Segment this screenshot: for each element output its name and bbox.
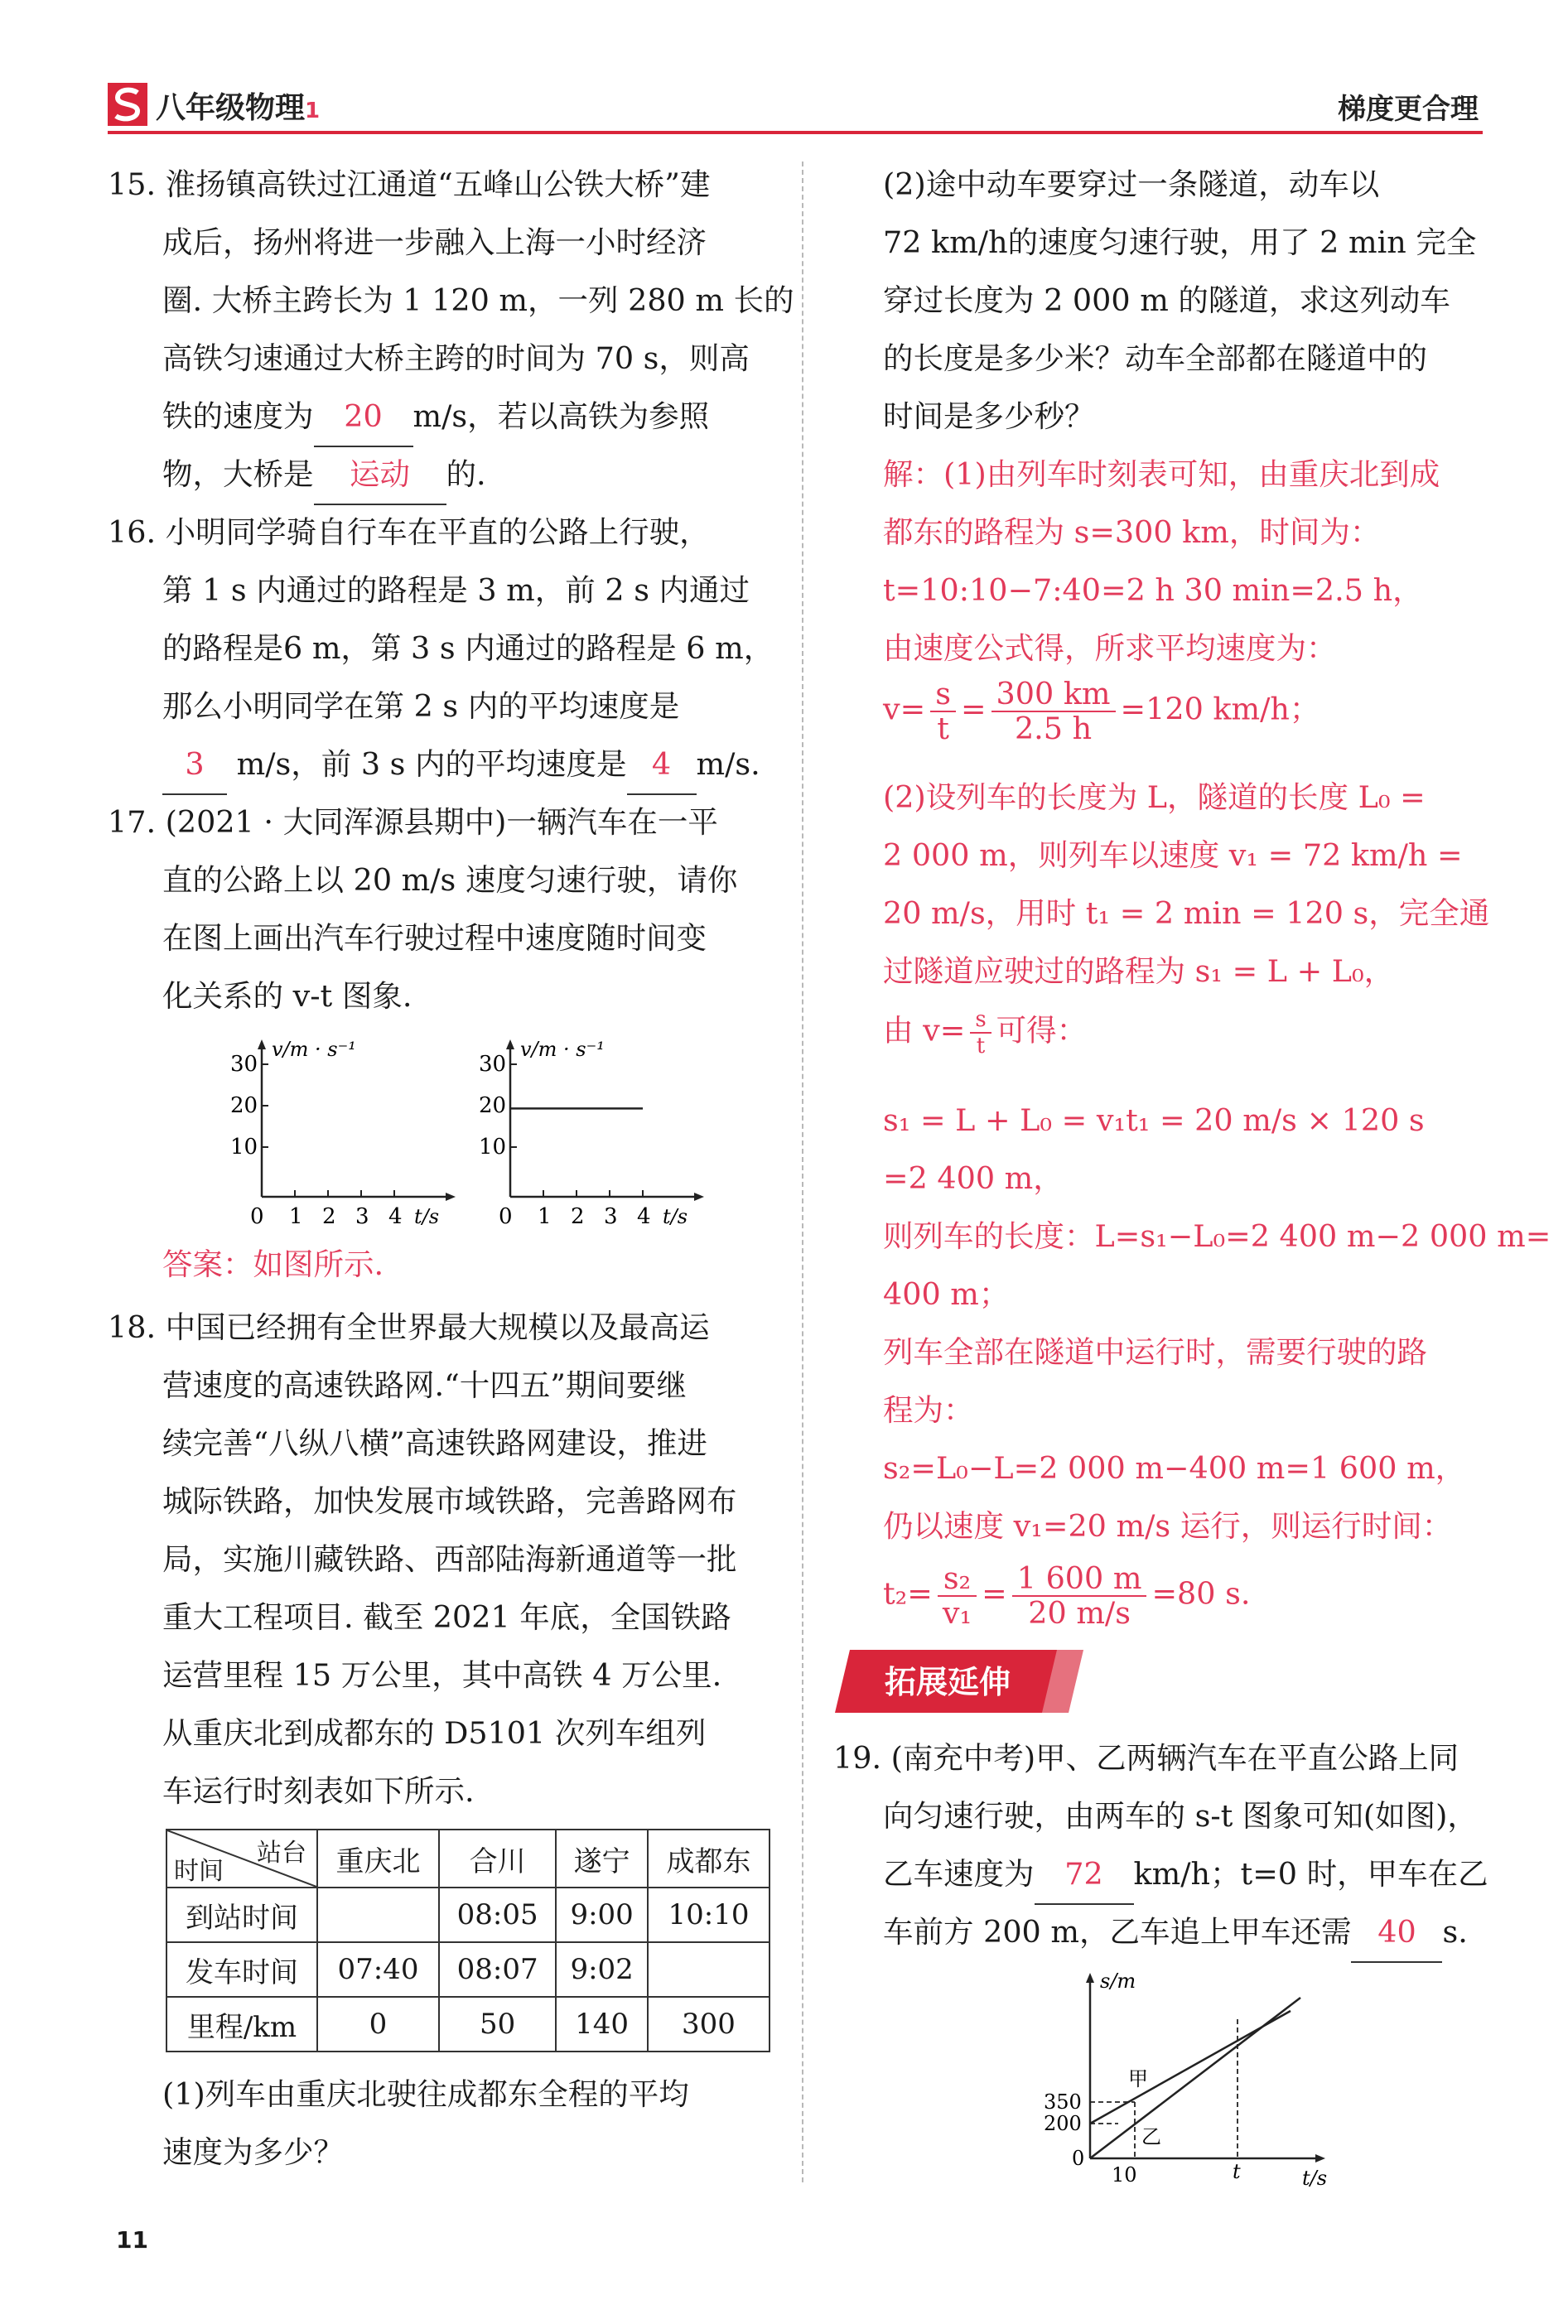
table-header-cell: 遂宁 (556, 1830, 648, 1888)
table-corner-cell: 站台 时间 (166, 1830, 317, 1888)
train-timetable (166, 1829, 770, 2052)
table-row (166, 1942, 770, 1997)
x-axis-arrow-icon (446, 1193, 456, 1201)
q17-answer: 答案：如图所示. (162, 1246, 384, 1282)
table-header-row (166, 1830, 770, 1888)
answer-blank: 40 (1351, 1903, 1442, 1963)
tick-label: 2 (322, 1204, 336, 1229)
tick-label: 20 (479, 1093, 507, 1118)
y-label: v/m · s⁻¹ (520, 1038, 605, 1061)
header-rule (108, 131, 1483, 134)
x-axis-arrow-icon (1315, 2154, 1325, 2162)
publisher-logo-icon (108, 83, 147, 126)
y-axis-arrow-icon (506, 1039, 514, 1049)
tick-label: 350 (1044, 2090, 1082, 2114)
table-cell: 50 (439, 1997, 556, 2052)
tick-label: 0 (499, 1204, 513, 1229)
book-title: 八年级物理1 (156, 91, 321, 125)
table-row-label: 里程/km (166, 1997, 317, 2052)
tick-label: 0 (1072, 2147, 1085, 2170)
y-axis-arrow-icon (1086, 1973, 1094, 1983)
tick-label: 4 (388, 1204, 403, 1229)
y-label: s/m (1100, 1970, 1136, 1993)
vt-graph-answer (472, 1031, 737, 1230)
tick-label: 20 (230, 1093, 258, 1118)
x-tick-labels (250, 1204, 403, 1229)
tick-label: 30 (479, 1052, 507, 1077)
tick-label: 0 (250, 1204, 264, 1229)
answer-blank: 72 (1035, 1845, 1134, 1905)
table-cell: 9:02 (556, 1942, 648, 1997)
table-header-cell: 合川 (439, 1830, 556, 1888)
section-banner (835, 1650, 1083, 1713)
st-graph (1035, 1963, 1350, 2191)
tick-label: 10 (1112, 2163, 1137, 2187)
x-label: t/s (414, 1205, 440, 1228)
x-axis-arrow-icon (694, 1193, 704, 1201)
table-header-cell: 重庆北 (317, 1830, 439, 1888)
table-row (166, 1888, 770, 1942)
x-label: t/s (663, 1205, 688, 1228)
tick-label: t (1233, 2160, 1241, 2183)
table-cell: 08:07 (439, 1942, 556, 1997)
tick-label: 10 (479, 1135, 507, 1160)
tick-label: 3 (355, 1204, 369, 1229)
y-label: v/m · s⁻¹ (272, 1038, 356, 1061)
table-cell: 300 (648, 1997, 770, 2052)
table-cell: 9:00 (556, 1888, 648, 1942)
table-cell (648, 1942, 770, 1997)
table-cell (317, 1888, 439, 1942)
formula-time: t₂= $\frac{\text{s₂}}{\text{v₁}}$ = $\frac{1 600 m}{20 m/s}$ =80 s. (883, 1560, 1251, 1631)
table-cell: 140 (556, 1997, 648, 2052)
tick-label: 4 (637, 1204, 651, 1229)
answer-blank: 3 (162, 735, 227, 795)
answer-blank: 4 (627, 735, 697, 795)
table-cell: 08:05 (439, 1888, 556, 1942)
table-header-cell: 成都东 (648, 1830, 770, 1888)
table-row (166, 1997, 770, 2052)
line-yi (1090, 1998, 1300, 2158)
page-number: 11 (116, 2226, 148, 2254)
tick-label: 2 (571, 1204, 585, 1229)
vt-graph-blank (224, 1031, 472, 1230)
tick-label: 3 (604, 1204, 618, 1229)
x-tick-labels (499, 1204, 651, 1229)
tick-label: 1 (289, 1204, 303, 1229)
y-axis-arrow-icon (258, 1039, 266, 1049)
tick-label: 10 (230, 1135, 258, 1160)
section-banner-label: 拓展延伸 (885, 1664, 1011, 1700)
tick-label: 30 (230, 1052, 258, 1077)
column-divider (802, 162, 803, 2182)
label-yi: 乙 (1141, 2125, 1161, 2148)
formula-speed: 由 v= $\frac{s}{t}$ 可得： (883, 1007, 1088, 1058)
tick-label: 200 (1044, 2112, 1082, 2135)
label-jia: 甲 (1128, 2067, 1148, 2090)
formula-average-speed: v= $\frac{s}{t}$ = $\frac{300 km}{2.5 h}$ =120 km/h； (883, 676, 1320, 746)
table-cell: 07:40 (317, 1942, 439, 1997)
table-cell: 0 (317, 1997, 439, 2052)
header-slogan: 梯度更合理 (1338, 93, 1479, 126)
table-row-label: 发车时间 (166, 1942, 317, 1997)
y-tick-labels (230, 1052, 258, 1160)
table-cell: 10:10 (648, 1888, 770, 1942)
tick-label: 1 (538, 1204, 552, 1229)
answer-blank: 运动 (314, 446, 446, 505)
answer-blank: 20 (314, 388, 413, 447)
x-label: t/s (1302, 2167, 1328, 2190)
y-tick-labels (479, 1052, 506, 1160)
table-row-label: 到站时间 (166, 1888, 317, 1942)
